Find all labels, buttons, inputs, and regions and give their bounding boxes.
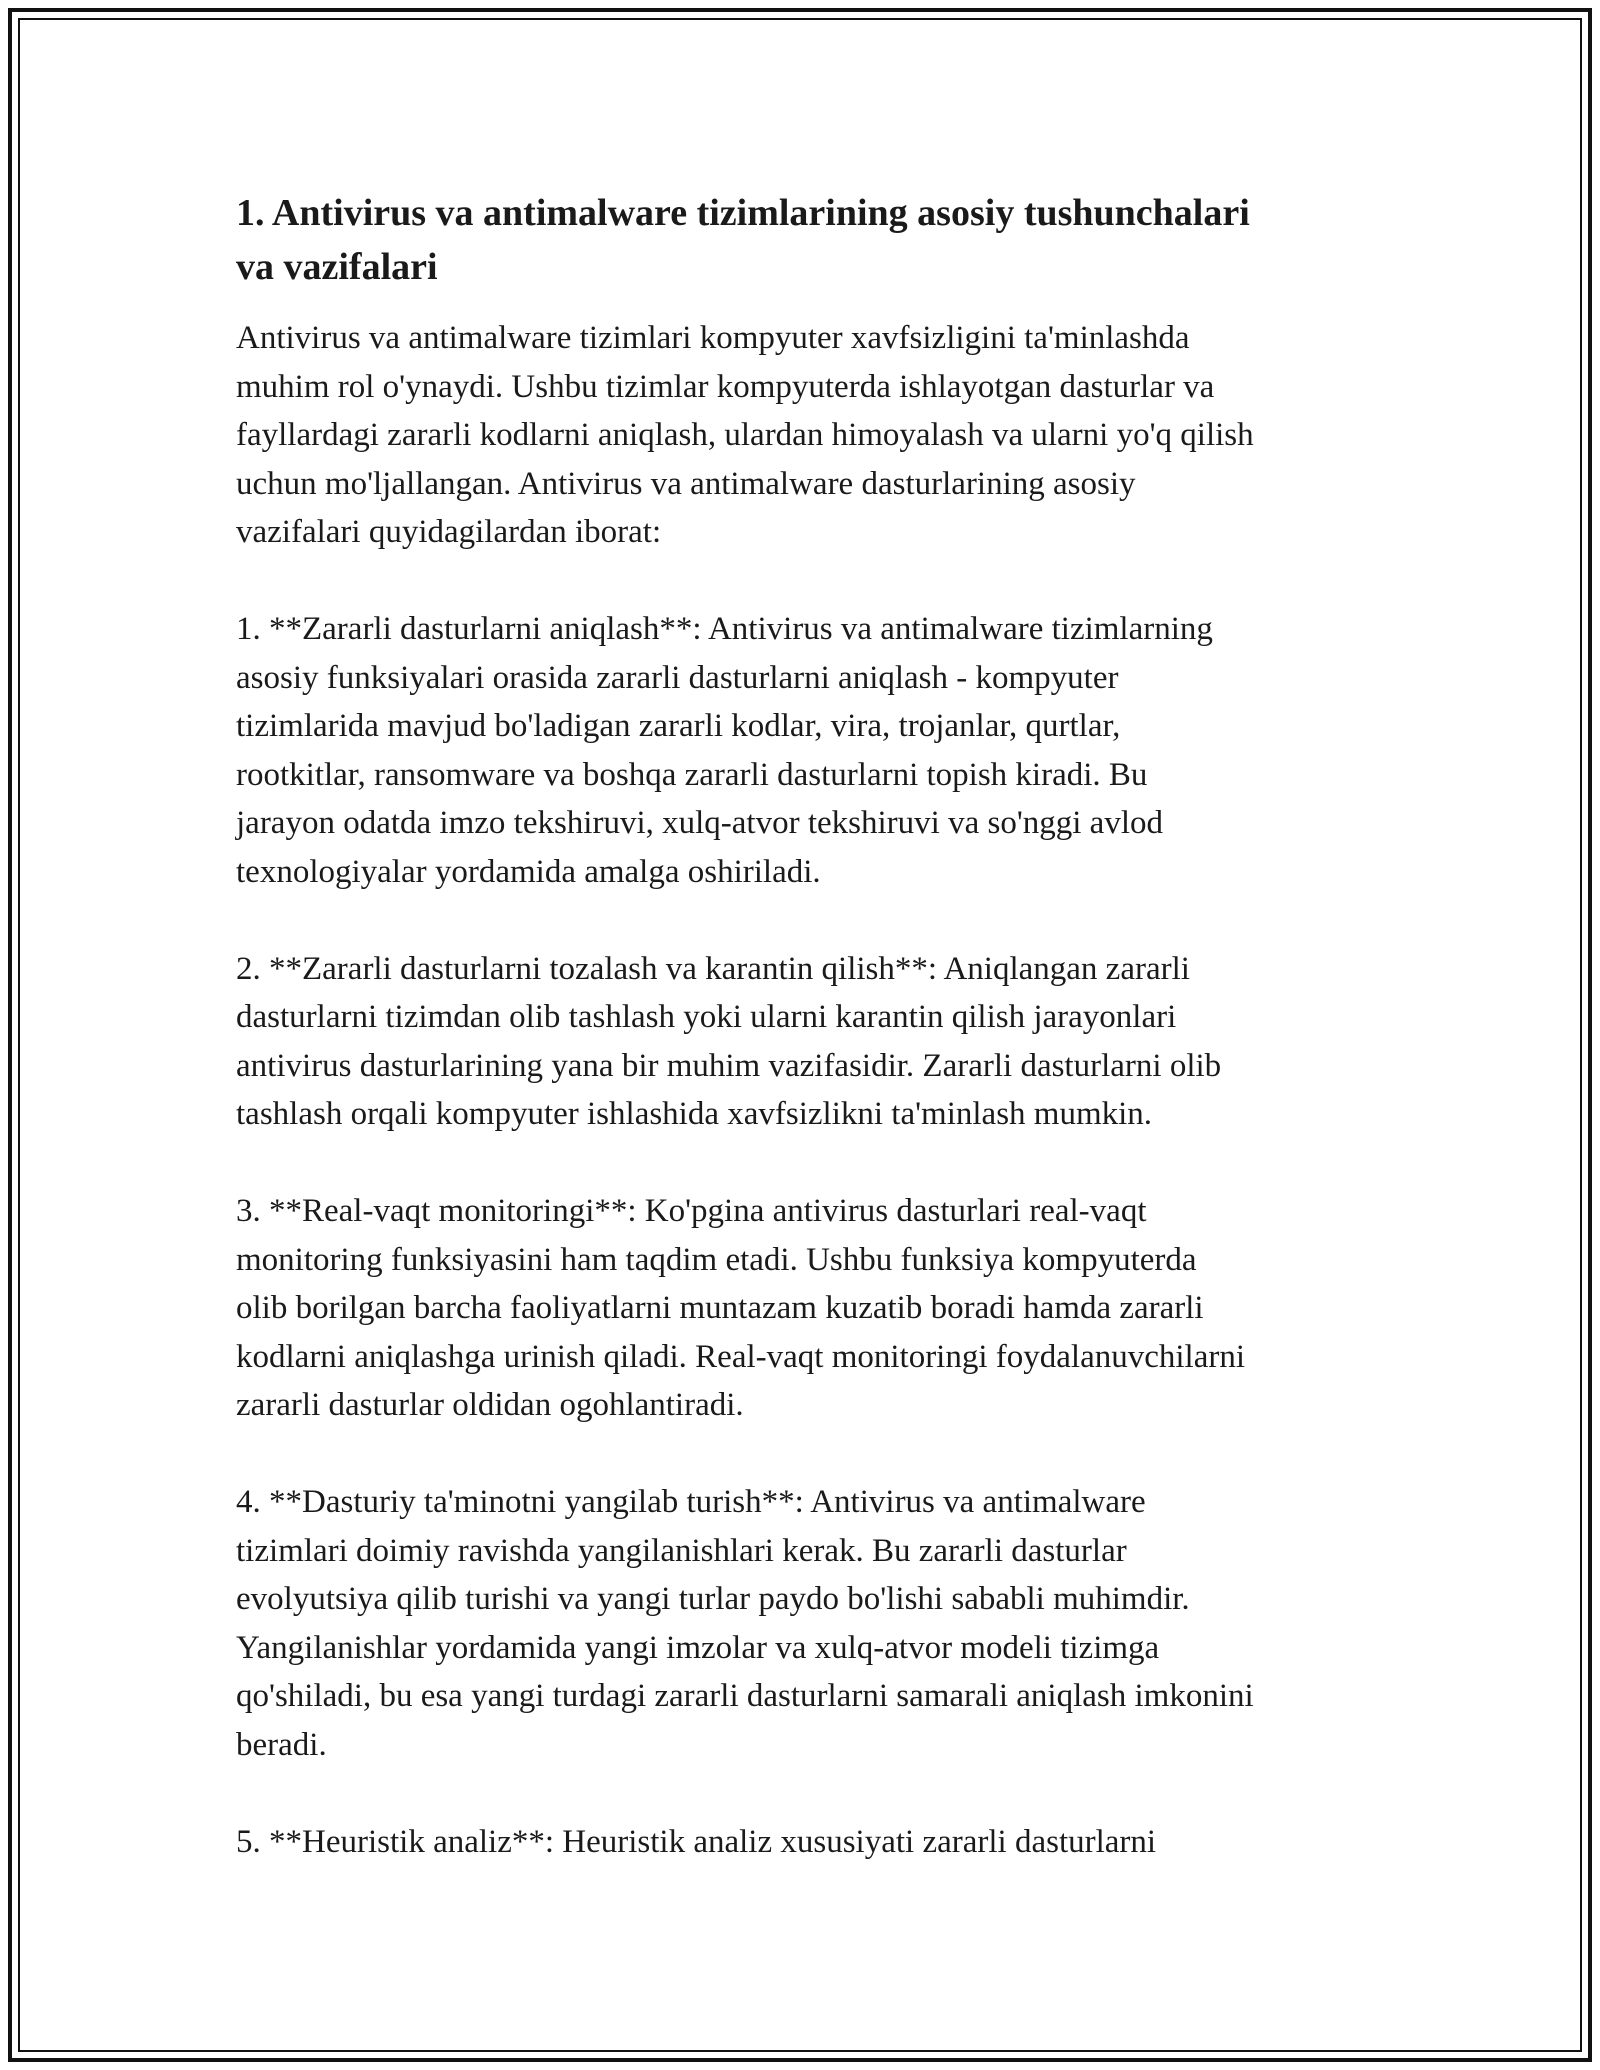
document-body	[236, 186, 1376, 1866]
list-item-heuristic-analysis: 5. **Heuristik analiz**: Heuristik analiz xususiyati zararli dasturlarni	[236, 1823, 1157, 1860]
list-item-software-updates: 4. **Dasturiy ta'minotni yangilab turish**: Antivirus va antimalware tizimlari doimiy ravishda yangilanishlari kerak. Bu zararli dasturlar evolyutsiya qilib turishi va yangi turlar paydo bo'lishi sababli muhimdir. Yangilanishlar yordamida yangi imzolar va xulq-atvor modeli tizimga qo'shiladi, bu esa yangi turdagi zararli dasturlarni samarali aniqlash imkonini beradi.	[236, 1484, 1254, 1763]
intro-paragraph: Antivirus va antimalware tizimlari kompyuter xavfsizligini ta'minlashda muhim rol o'ynaydi. Ushbu tizimlar kompyuterda ishlayotgan dasturlar va fayllardagi zararli kodlarni aniqlash, ulardan himoyalash va ularni yo'q qilish uchun mo'ljallangan. Antivirus va antimalware dasturlarining asosiy vazifalari quyidagilardan iborat:	[236, 320, 1254, 550]
list-item-cleaning-quarantine: 2. **Zararli dasturlarni tozalash va karantin qilish**: Aniqlangan zararli dasturlarni tizimdan olib tashlash yoki ularni karantin qilish jarayonlari antivirus dasturlarining yana bir muhim vazifasidir. Zararli dasturlarni olib tashlash orqali kompyuter ishlashida xavfsizlikni ta'minlash mumkin.	[236, 950, 1222, 1132]
paragraph-gap	[236, 1430, 1376, 1479]
paragraph-gap	[236, 557, 1376, 606]
list-item-detection: 1. **Zararli dasturlarni aniqlash**: Antivirus va antimalware tizimlarning asosiy funksiyalari orasida zararli dasturlarni aniqlash - kompyuter tizimlarida mavjud bo'ladigan zararli kodlar, vira, trojanlar, qurtlar, rootkitlar, ransomware va boshqa zararli dasturlarni topish kiradi. Bu jarayon odatda imzo tekshiruvi, xulq-atvor tekshiruvi va so'nggi avlod texnologiyalar yordamida amalga oshiriladi.	[236, 611, 1213, 890]
paragraph-gap	[236, 1139, 1376, 1188]
paragraph-gap	[236, 896, 1376, 945]
section-heading: 1. Antivirus va antimalware tizimlarining asosiy tushunchalari va vazifalari	[236, 192, 1250, 288]
paragraph-gap	[236, 1769, 1376, 1818]
list-item-realtime-monitoring: 3. **Real-vaqt monitoringi**: Ko'pgina antivirus dasturlari real-vaqt monitoring funksiyasini ham taqdim etadi. Ushbu funksiya kompyuterda olib borilgan barcha faoliyatlarni muntazam kuzatib boradi hamda zararli kodlarni aniqlashga urinish qiladi. Real-vaqt monitoringi foydalanuvchilarni zararli dasturlar oldidan ogohlantiradi.	[236, 1193, 1246, 1423]
